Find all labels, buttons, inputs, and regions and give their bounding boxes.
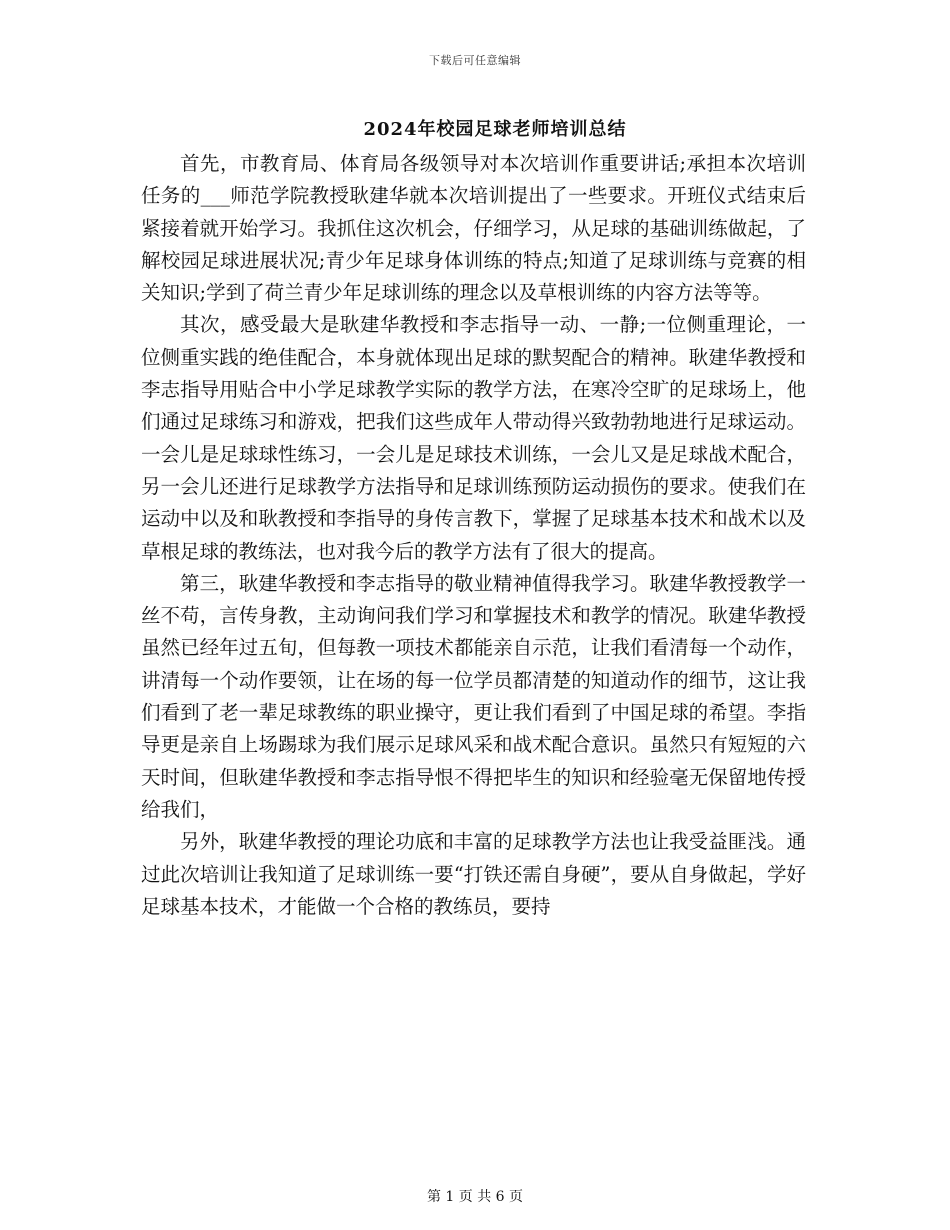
page-header: 下载后可任意编辑 bbox=[429, 54, 521, 67]
paragraph-3: 第三，耿建华教授和李志指导的敬业精神值得我学习。耿建华教授教学一丝不苟，言传身教，主动询问我们学习和掌握技术和教学的情况。耿建华教授虽然已经年过五旬，但每教一项技术都能亲自示范，让我们看清每一个动作，讲清每一个动作要领，让在场的每一位学员都清楚的知道动作的细节，这让我们看到了老一辈足球教练的职业操守，更让我们看到了中国足球的希望。李指导更是亲自上场踢球为我们展示足球风采和战术配合意识。虽然只有短短的六天时间，但耿建华教授和李志指导恨不得把毕生的知识和经验毫无保留地传授给我们， bbox=[141, 571, 806, 821]
page-number: 第 1 页 共 6 页 bbox=[426, 1189, 524, 1205]
paragraph-4: 另外，耿建华教授的理论功底和丰富的足球教学方法也让我受益匪浅。通过此次培训让我知道了足球训练一要“打铁还需自身硬”，要从自身做起，学好足球基本技术，才能做一个合格的教练员，要持 bbox=[141, 830, 806, 918]
document-body bbox=[141, 148, 806, 923]
paragraph-1: 首先，市教育局、体育局各级领导对本次培训作重要讲话;承担本次培训任务的___师范学院教授耿建华就本次培训提出了一些要求。开班仪式结束后紧接着就开始学习。我抓住这次机会，仔细学习，从足球的基础训练做起，了解校园足球进展状况;青少年足球身体训练的特点;知道了足球训练与竞赛的相关知识;学到了荷兰青少年足球训练的理念以及草根训练的内容方法等等。 bbox=[141, 152, 806, 305]
paragraph-2: 其次，感受最大是耿建华教授和李志指导一动、一静;一位侧重理论，一位侧重实践的绝佳配合，本身就体现出足球的默契配合的精神。耿建华教授和李志指导用贴合中小学足球教学实际的教学方法，在寒冷空旷的足球场上，他们通过足球练习和游戏，把我们这些成年人带动得兴致勃勃地进行足球运动。一会儿是足球球性练习，一会儿是足球技术训练，一会儿又是足球战术配合，另一会儿还进行足球教学方法指导和足球训练预防运动损伤的要求。使我们在运动中以及和耿教授和李指导的身传言教下，掌握了足球基本技术和战术以及草根足球的教练法，也对我今后的教学方法有了很大的提高。 bbox=[141, 313, 806, 563]
document-title: 2024年校园足球老师培训总结 bbox=[363, 119, 627, 140]
